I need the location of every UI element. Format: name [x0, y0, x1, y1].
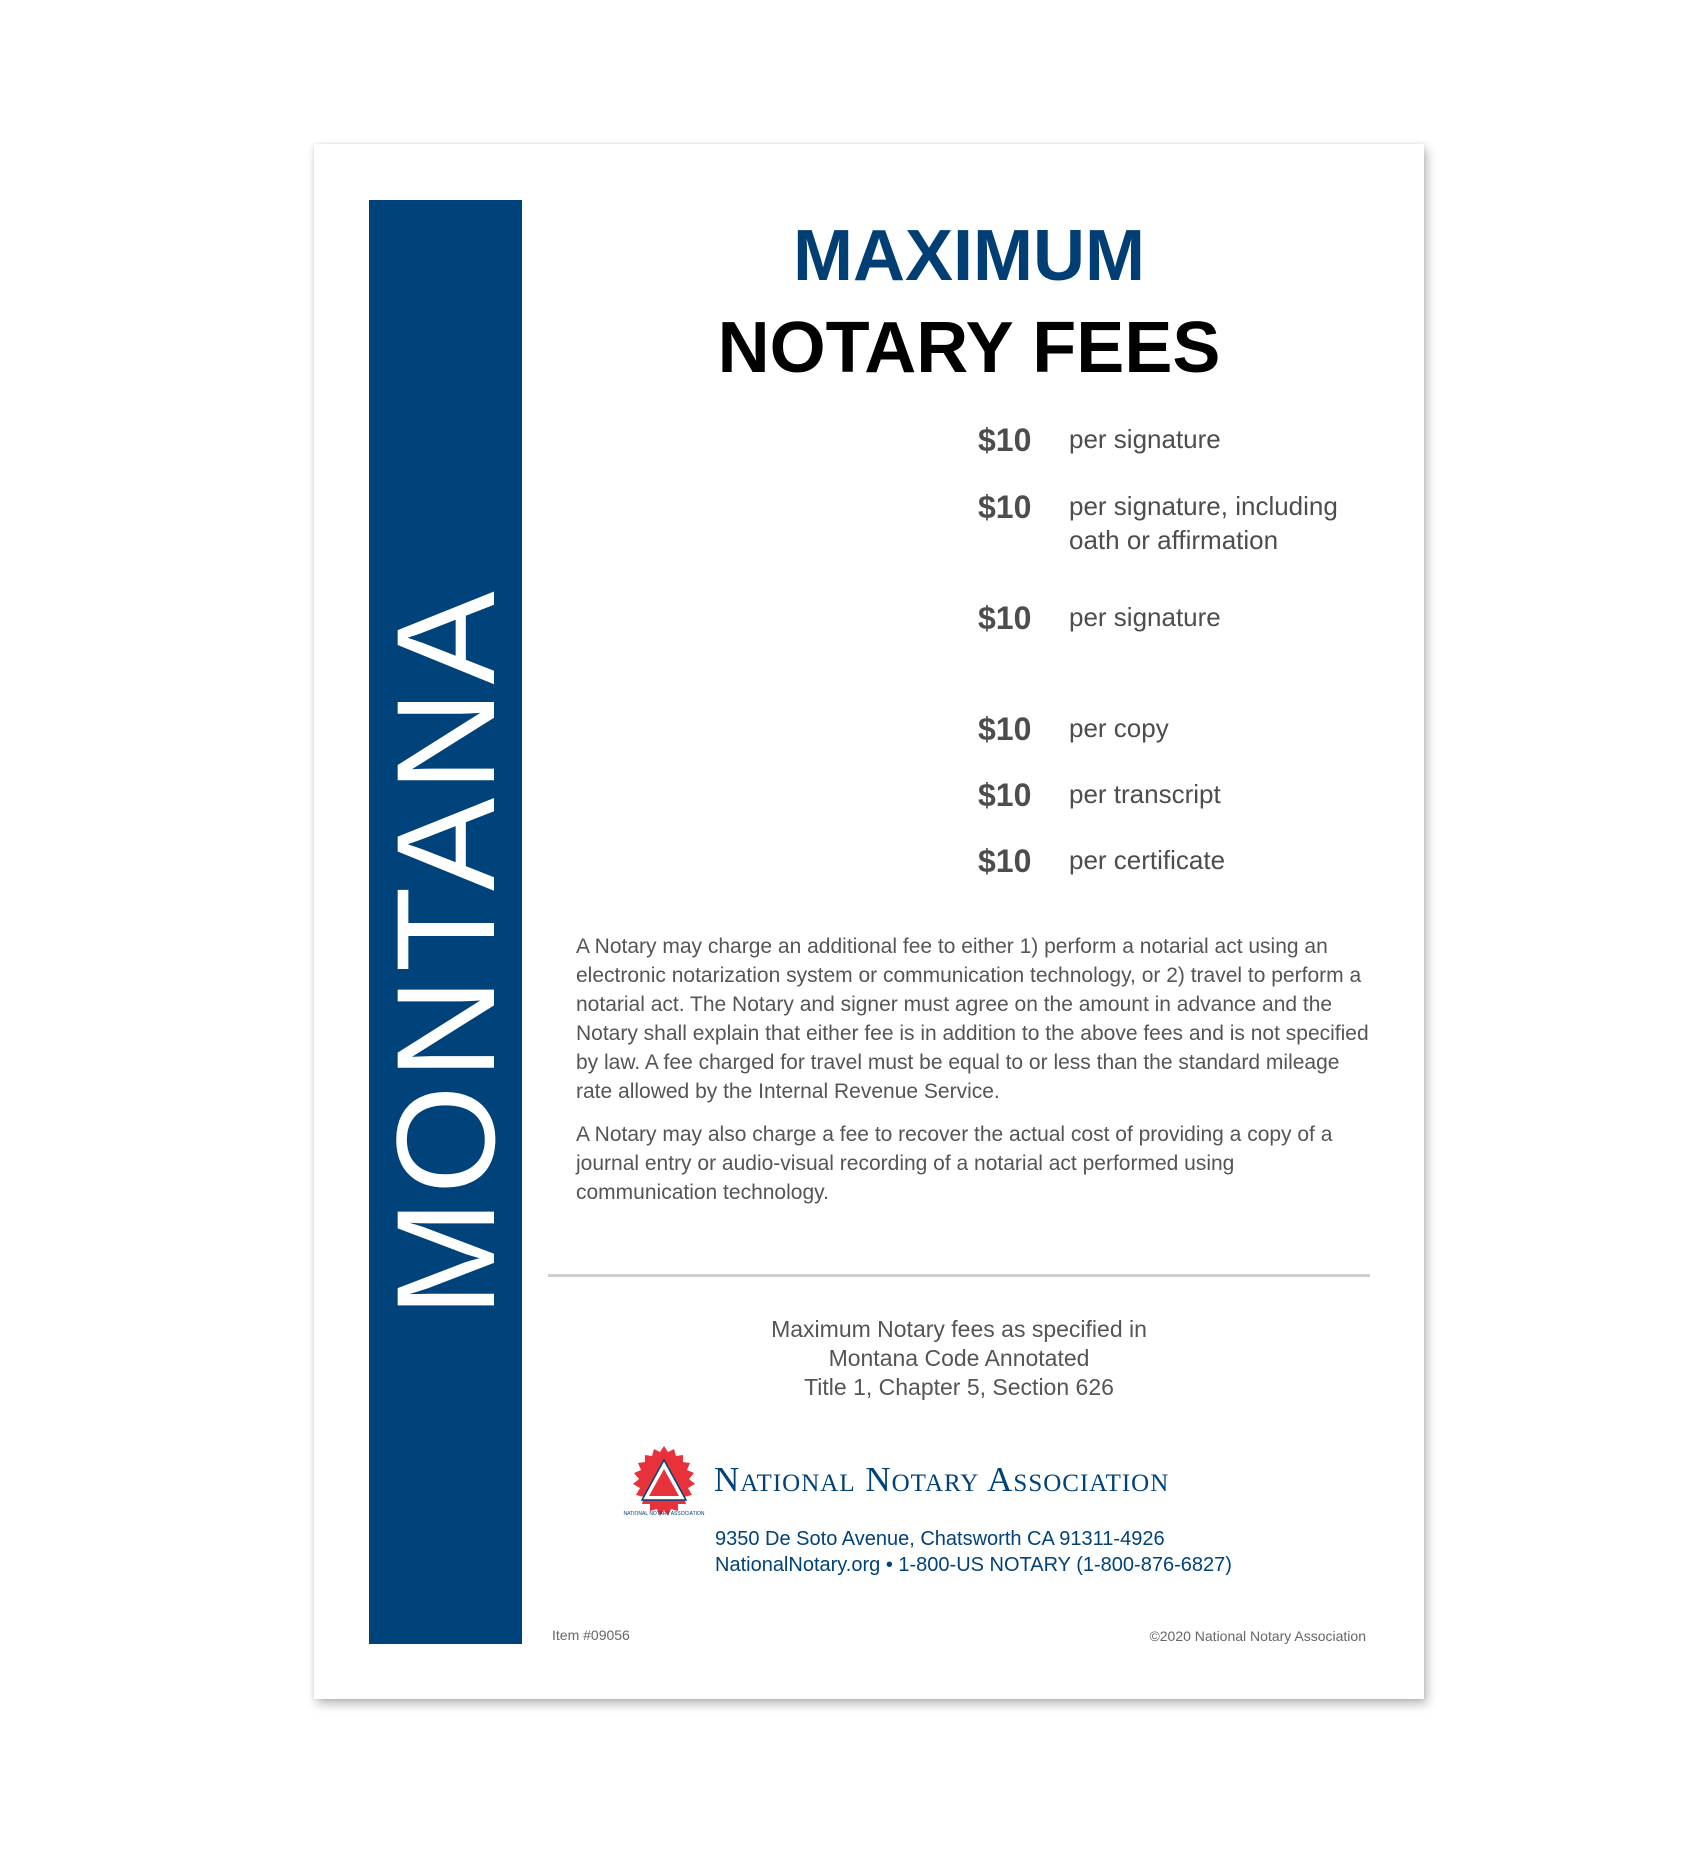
- state-side-banner: [366, 200, 524, 1644]
- fee-amount: $10: [978, 843, 1032, 879]
- svg-text:NATIONAL NOTARY ASSOCIATION: NATIONAL NOTARY ASSOCIATION: [623, 1511, 705, 1517]
- title-notary-fees: NOTARY FEES: [717, 308, 1221, 388]
- fee-amount: $10: [978, 600, 1032, 636]
- note-paragraph: A Notary may also charge a fee to recover the actual cost of providing a copy of a journal entry or audio-visual recording of a notarial act performed using communication technology.: [576, 1123, 1333, 1204]
- organization-name: National Notary Association: [714, 1460, 1170, 1499]
- note-paragraph: A Notary may charge an additional fee to either 1) perform a notarial act using an electronic notarization system or communication technology, or 2) travel to perform a notarial act. The Notary and signer must agree on the amount in advance and the Notary shall explain that either fee is in addition to the above fees and is not specified by law. A fee charged for travel must be equal to or less than the standard mileage rate allowed by the Internal Revenue Service.: [576, 935, 1369, 1103]
- fee-amount: $10: [978, 422, 1032, 458]
- organization-address: 9350 De Soto Avenue, Chatsworth CA 91311-4926: [715, 1528, 1165, 1550]
- fee-notes: [576, 932, 1376, 1221]
- fee-unit: per signature: [1069, 602, 1221, 632]
- fee-unit: per signature, including oath or affirmation: [1069, 491, 1338, 555]
- section-divider: [548, 1274, 1370, 1277]
- fee-unit: per transcript: [1069, 779, 1221, 809]
- fee-unit: per certificate: [1069, 845, 1226, 875]
- fee-unit: per copy: [1069, 713, 1169, 743]
- notary-fee-poster: [314, 144, 1424, 1699]
- legal-citation: Maximum Notary fees as specified in Montana Code Annotated Title 1, Chapter 5, Section 626: [771, 1316, 1147, 1400]
- fee-amount: $10: [978, 711, 1032, 747]
- title-maximum: MAXIMUM: [793, 216, 1145, 296]
- organization-contact: NationalNotary.org • 1-800-US NOTARY (1-800-876-6827): [715, 1554, 1232, 1576]
- fee-amount: $10: [978, 489, 1032, 525]
- item-number: Item #09056: [552, 1627, 630, 1643]
- copyright-notice: ©2020 National Notary Association: [1149, 1628, 1366, 1644]
- fee-unit: per signature: [1069, 424, 1221, 454]
- fee-amount: $10: [978, 777, 1032, 813]
- state-name: MONTANA: [366, 585, 524, 1317]
- nna-seal-icon: [623, 1444, 705, 1518]
